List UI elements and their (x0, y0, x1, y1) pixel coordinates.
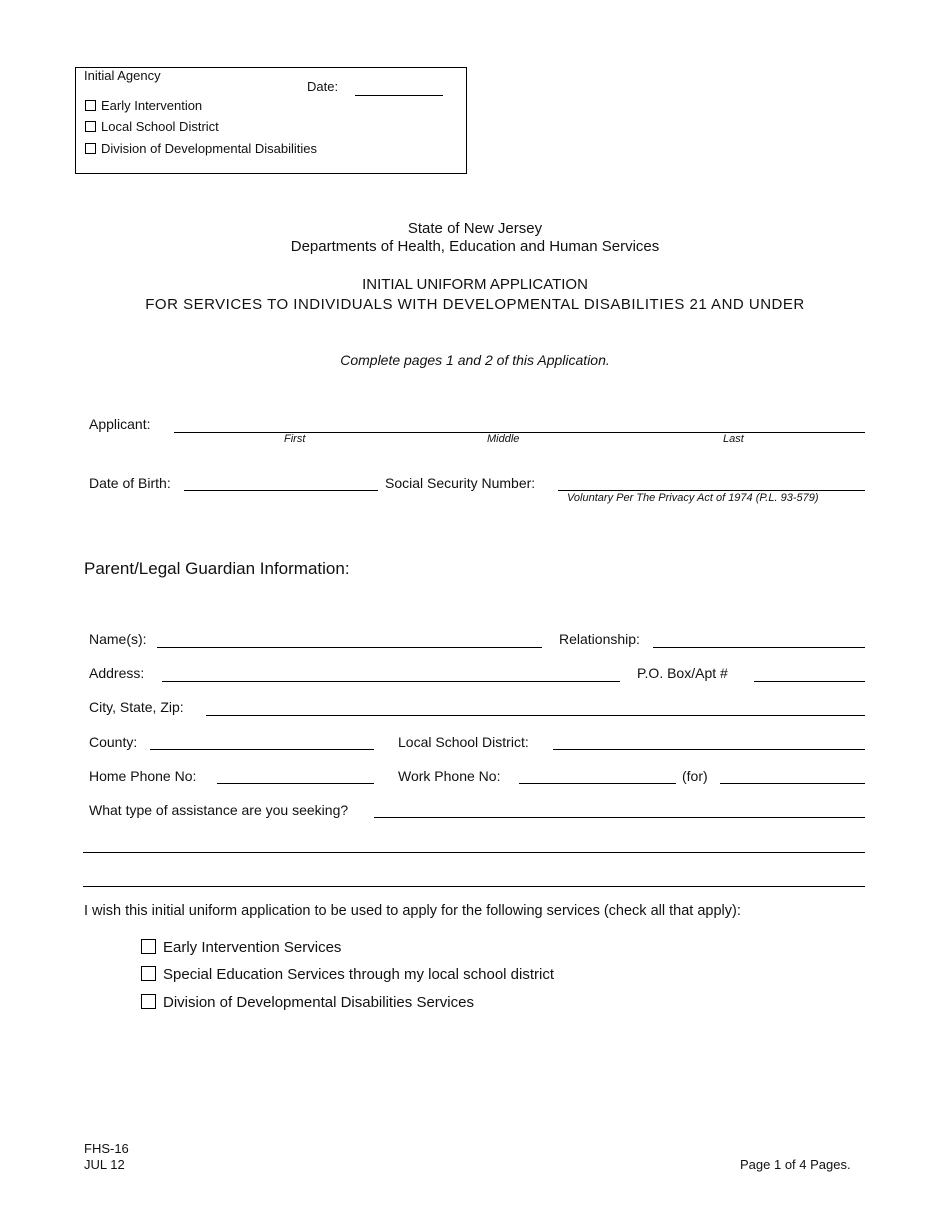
dob-label: Date of Birth: (89, 475, 171, 491)
relationship-field[interactable] (653, 647, 865, 648)
home-phone-field[interactable] (217, 783, 374, 784)
services-intro: I wish this initial uniform application to be used to apply for the following services (check all that apply): (84, 903, 741, 919)
guardian-names-label: Name(s): (89, 631, 147, 647)
checkbox-icon[interactable] (141, 994, 156, 1009)
ssn-privacy-note: Voluntary Per The Privacy Act of 1974 (P.L. 93-579) (567, 492, 819, 504)
applicant-first-caption: First (284, 433, 306, 445)
checkbox-icon[interactable] (85, 143, 96, 154)
address-label: Address: (89, 665, 145, 681)
assistance-field-line3[interactable] (83, 886, 865, 887)
applicant-last-caption: Last (723, 433, 744, 445)
form-title-line1: INITIAL UNIFORM APPLICATION (362, 276, 588, 293)
initial-agency-box (75, 67, 467, 174)
home-phone-label: Home Phone No: (89, 768, 197, 784)
work-phone-label: Work Phone No: (398, 768, 501, 784)
checkbox-icon[interactable] (85, 121, 96, 132)
assistance-label: What type of assistance are you seeking? (89, 802, 349, 818)
pobox-label: P.O. Box/Apt # (637, 665, 728, 681)
form-title-line2: FOR SERVICES TO INDIVIDUALS WITH DEVELOPMENTAL DISABILITIES 21 AND UNDER (145, 296, 805, 313)
agency-date-label: Date: (307, 79, 339, 94)
ssn-field[interactable] (558, 490, 865, 491)
applicant-label: Applicant: (89, 416, 151, 432)
assistance-field-line2[interactable] (83, 852, 865, 853)
school-district-label: Local School District: (398, 734, 529, 750)
checkbox-icon[interactable] (141, 966, 156, 981)
footer-form-id: FHS-16 (84, 1141, 129, 1156)
form-instruction: Complete pages 1 and 2 of this Application. (340, 352, 610, 368)
pobox-field[interactable] (754, 681, 865, 682)
guardian-names-field[interactable] (157, 647, 542, 648)
service-option-ddd[interactable]: Division of Developmental Disabilities Services (141, 994, 474, 1011)
work-phone-for-field[interactable] (720, 783, 865, 784)
agency-date-field[interactable] (355, 95, 443, 96)
applicant-name-field[interactable] (174, 432, 865, 433)
county-field[interactable] (150, 749, 374, 750)
agency-option-ddd[interactable]: Division of Developmental Disabilities (85, 141, 317, 156)
agency-option-early-intervention[interactable]: Early Intervention (85, 98, 202, 113)
footer-form-date: JUL 12 (84, 1157, 125, 1172)
dob-field[interactable] (184, 490, 378, 491)
applicant-middle-caption: Middle (487, 433, 520, 445)
work-phone-for-label: (for) (682, 768, 708, 784)
agency-title: Initial Agency (84, 68, 161, 83)
service-option-early-intervention[interactable]: Early Intervention Services (141, 939, 341, 956)
ssn-label: Social Security Number: (385, 475, 536, 491)
header-state: State of New Jersey (407, 220, 543, 237)
work-phone-field[interactable] (519, 783, 676, 784)
address-field[interactable] (162, 681, 620, 682)
city-state-zip-field[interactable] (206, 715, 865, 716)
city-state-zip-label: City, State, Zip: (89, 699, 184, 715)
checkbox-icon[interactable] (141, 939, 156, 954)
county-label: County: (89, 734, 138, 750)
service-option-special-education[interactable]: Special Education Services through my local school district (141, 966, 554, 983)
school-district-field[interactable] (553, 749, 865, 750)
footer-page-number: Page 1 of 4 Pages. (740, 1157, 851, 1172)
checkbox-icon[interactable] (85, 100, 96, 111)
relationship-label: Relationship: (559, 631, 640, 647)
guardian-heading: Parent/Legal Guardian Information: (84, 559, 350, 578)
assistance-field-line1[interactable] (374, 817, 865, 818)
header-departments: Departments of Health, Education and Human Services (290, 238, 660, 255)
agency-option-local-school-district[interactable]: Local School District (85, 119, 219, 134)
